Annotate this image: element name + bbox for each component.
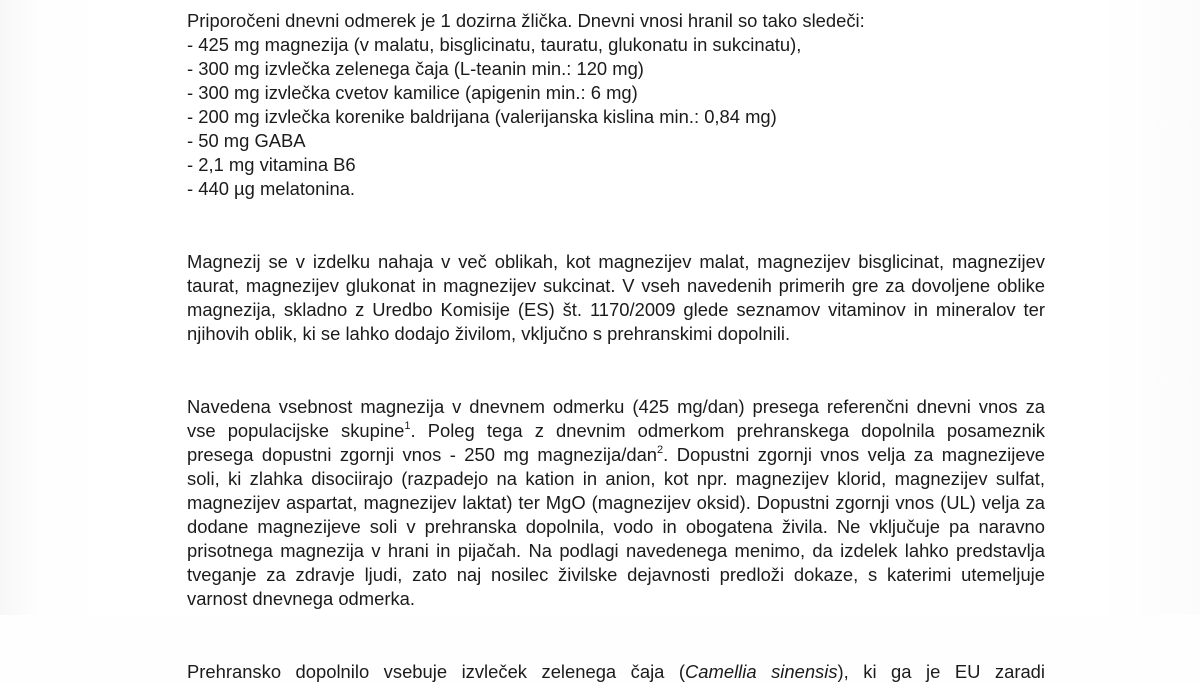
nutrient-item-valerian: - 200 mg izvlečka korenike baldrijana (valerijanska kislina min.: 0,84 mg) <box>187 106 777 127</box>
magnesium-intake-paragraph <box>187 395 1045 611</box>
paragraph-line: Navedena vsebnost magnezija v dnevnem odmerku (425 mg/dan) presega referenčni dnevni vnos za <box>187 396 1045 417</box>
nutrient-item-melatonin: - 440 µg melatonina. <box>187 178 356 199</box>
intake-section <box>187 9 1045 201</box>
nutrient-item-green-tea: - 300 mg izvlečka zelenega čaja (L-teanin min.: 120 mg) <box>187 58 644 79</box>
nutrient-item-vitamin-b6: - 2,1 mg vitamina B6 <box>187 154 356 175</box>
paragraph-line-with-footnote-2 <box>187 443 1045 467</box>
green-tea-paragraph <box>187 660 1045 684</box>
intro-lead: Priporočeni dnevni odmerek je 1 dozirna žlička. Dnevni vnosi hranil so tako sledeči: <box>187 10 865 31</box>
paragraph-line: soli, ki zlahka disociirajo (razpadejo na kation in anion, kot npr. magnezijev klorid, magnezijev sulfat, <box>187 468 1045 489</box>
text-span: presega dopustni zgornji vnos - 250 mg magnezija/dan <box>187 444 658 465</box>
text-span: . Dopustni zgornji vnos velja za magnezijeve <box>663 444 1045 465</box>
paragraph-line <box>187 660 1045 684</box>
paragraph-line: njihovih oblik, ki se lahko dodajo živilom, vključno s prehranskimi dopolnili. <box>187 323 791 344</box>
magnesium-forms-paragraph <box>187 250 1045 346</box>
nutrient-item-gaba: - 50 mg GABA <box>187 130 306 151</box>
nutrient-item-magnesium: - 425 mg magnezija (v malatu, bisglicinatu, tauratu, glukonatu in sukcinatu), <box>187 34 802 55</box>
footnote-ref-1: 1 <box>404 419 411 432</box>
text-span: . Poleg tega z dnevnim odmerkom prehranskega dopolnila posameznik <box>410 420 1045 441</box>
paragraph-line: magnezijev aspartat, magnezijev laktat) ter MgO (magnezijev oksid). Dopustni zgornji vnos (UL) velja za <box>187 492 1045 513</box>
latin-name: Camellia sinensis <box>685 661 838 682</box>
footnote-ref-2: 2 <box>657 443 664 456</box>
nutrient-item-chamomile: - 300 mg izvlečka cvetov kamilice (apigenin min.: 6 mg) <box>187 82 638 103</box>
document-body <box>187 9 1045 684</box>
paragraph-line: prisotnega magnezija v hrani in pijačah. Na podlagi navedenega menimo, da izdelek lahko predstavlja <box>187 540 1045 561</box>
text-span: vse populacijske skupine <box>187 420 405 441</box>
paragraph-line: varnost dnevnega odmerka. <box>187 588 415 609</box>
text-span: Prehransko dopolnilo vsebuje izvleček zelenega čaja ( <box>187 661 686 682</box>
paragraph-line: tveganje za zdravje ljudi, zato naj nosilec živilske dejavnosti predloži dokaze, s katerimi utemeljuje <box>187 564 1045 585</box>
paragraph-line: magnezija, skladno z Uredbo Komisije (ES) št. 1170/2009 glede seznamov vitaminov in mineralov ter <box>187 299 1045 320</box>
paragraph-line-with-footnote-1 <box>187 419 1045 443</box>
paragraph-line: Magnezij se v izdelku nahaja v več oblikah, kot magnezijev malat, magnezijev bisglicinat, magnezijev <box>187 251 1045 272</box>
text-span: ), ki ga je EU zaradi <box>837 661 1045 682</box>
paragraph-line: taurat, magnezijev glukonat in magnezijev sukcinat. V vseh navedenih primerih gre za dovoljene oblike <box>187 275 1045 296</box>
paragraph-line: dodane magnezijeve soli v prehranska dopolnila, vodo in obogatena živila. Ne vključuje pa naravno <box>187 516 1045 537</box>
